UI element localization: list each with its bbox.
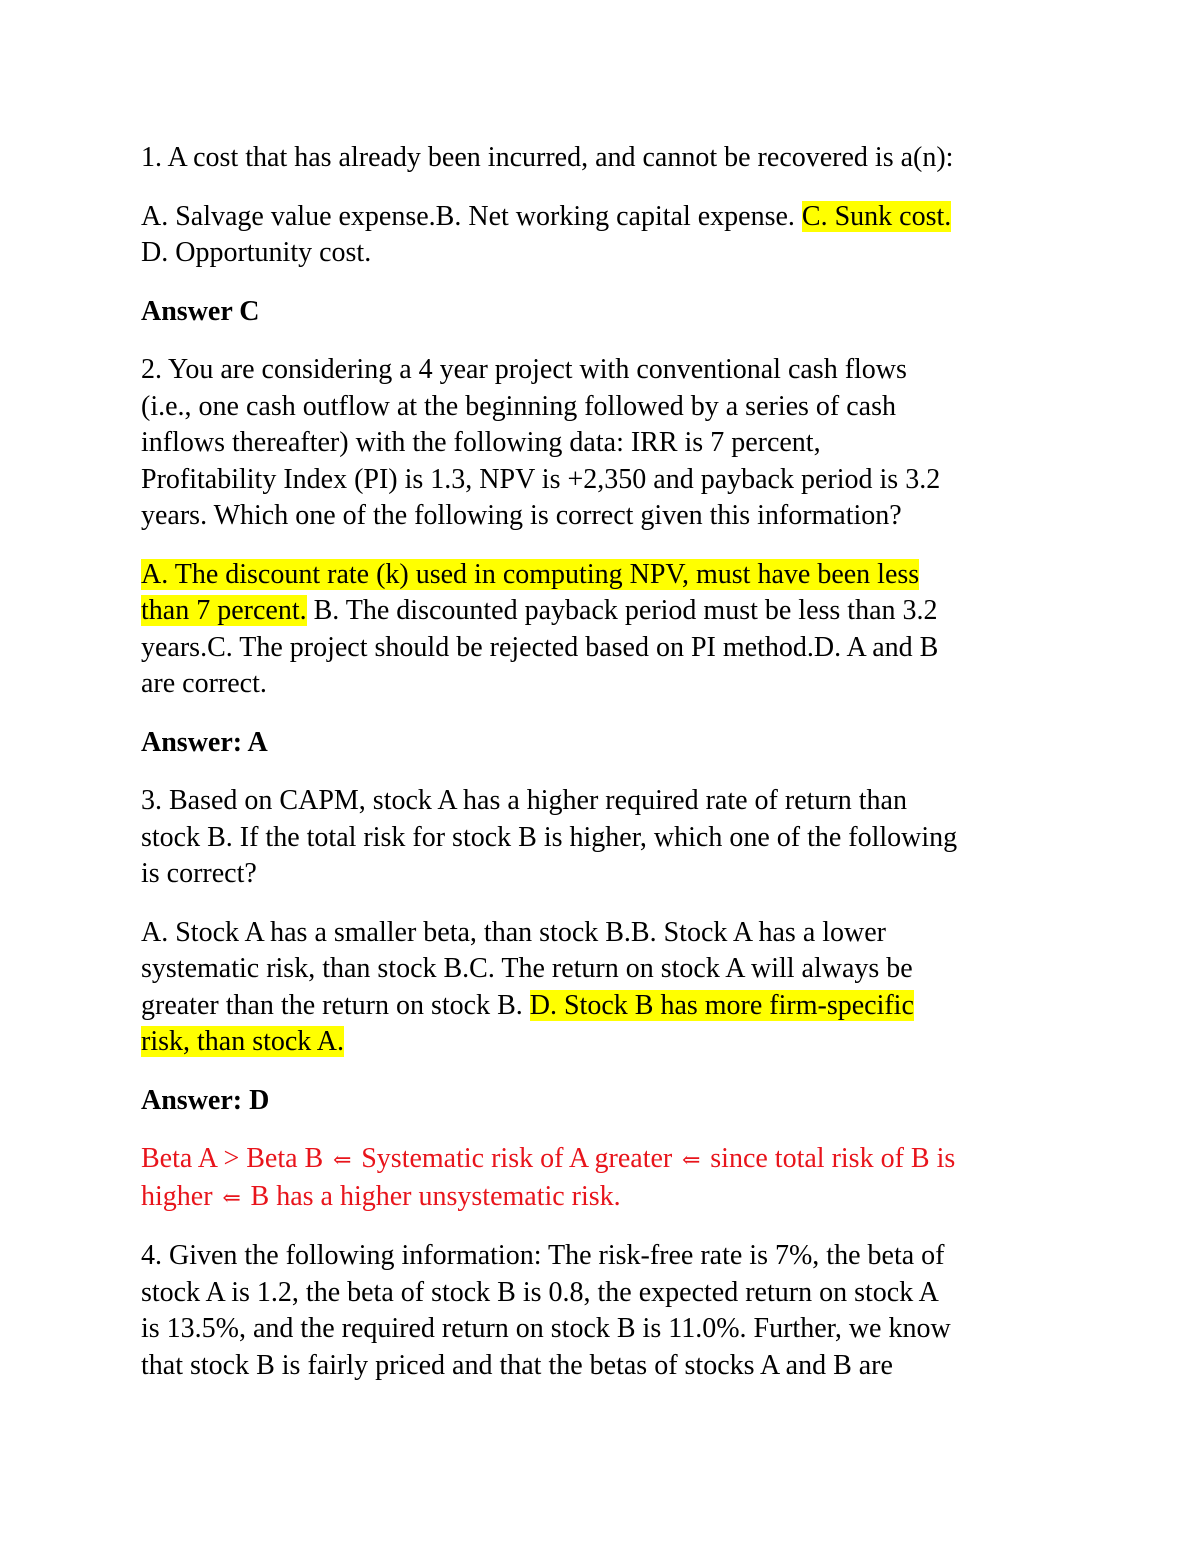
q3-options-line: systematic risk, than stock B.C. The return on stock A will always be: [141, 953, 913, 984]
question-3-line: 3. Based on CAPM, stock A has a higher required rate of return than: [141, 785, 907, 816]
question-4-line: stock A is 1.2, the beta of stock B is 0.8, the expected return on stock A: [141, 1276, 939, 1308]
q2-options-line: years.C. The project should be rejected based on PI method.D. A and B: [141, 631, 939, 663]
question-2-options: [141, 557, 1061, 703]
question-2: [141, 352, 1061, 535]
q3-option-d-highlighted: D. Stock B has more firm-specific: [529, 989, 914, 1021]
question-3-options: [141, 915, 1061, 1061]
explanation-text: Beta A > Beta B: [141, 1143, 331, 1174]
question-2-line: inflows thereafter) with the following data: IRR is 7 percent,: [141, 427, 821, 458]
q2-option-a-highlighted: A. The discount rate (k) used in computing NPV, must have been less: [141, 558, 920, 590]
implies-arrow-icon: ⇐: [682, 1147, 701, 1172]
question-4-line: 4. Given the following information: The risk-free rate is 7%, the beta of: [141, 1240, 945, 1271]
answer-3-explanation: [141, 1141, 1061, 1216]
explanation-text: B has a higher unsystematic risk.: [243, 1180, 621, 1212]
q3-options-line: A. Stock A has a smaller beta, than stock B.B. Stock A has a lower: [141, 916, 887, 948]
question-1-text: 1. A cost that has already been incurred, and cannot be recovered is a(n):: [141, 142, 954, 173]
q1-option-c-highlighted: C. Sunk cost.: [801, 200, 952, 232]
question-2-line: years. Which one of the following is correct given this information?: [141, 500, 902, 531]
explanation-text: Systematic risk of A greater: [354, 1143, 680, 1174]
question-4: [141, 1238, 1061, 1384]
question-2-line: 2. You are considering a 4 year project with conventional cash flows: [141, 354, 907, 385]
q2-option-b: B. The discounted payback period must be less than 3.2: [306, 595, 938, 626]
implies-arrow-icon: ⇐: [333, 1147, 352, 1172]
explanation-text: higher: [141, 1180, 220, 1212]
answer-1: Answer C: [141, 295, 260, 327]
question-2-line: (i.e., one cash outflow at the beginning followed by a series of cash: [141, 390, 897, 422]
question-1-options: [141, 199, 1061, 272]
question-3-line: stock B. If the total risk for stock B is higher, which one of the following: [141, 821, 958, 853]
q2-option-a-highlighted: than 7 percent.: [141, 595, 307, 626]
implies-arrow-icon: ⇐: [222, 1184, 241, 1210]
answer-2: Answer: A: [141, 726, 268, 758]
q3-options-line: greater than the return on stock B.: [141, 989, 530, 1021]
question-3-line: is correct?: [141, 858, 257, 889]
q1-option-a: A. Salvage value expense.: [141, 200, 436, 232]
question-4-line: is 13.5%, and the required return on stock B is 11.0%. Further, we know: [141, 1313, 951, 1344]
question-4-line: that stock B is fairly priced and that the betas of stocks A and B are: [141, 1349, 893, 1381]
q1-option-b: B. Net working capital expense.: [435, 200, 802, 232]
answer-3: Answer: D: [141, 1084, 270, 1116]
question-3: [141, 783, 1061, 893]
question-2-line: Profitability Index (PI) is 1.3, NPV is +2,350 and payback period is 3.2: [141, 463, 941, 495]
explanation-text: since total risk of B is: [703, 1143, 956, 1174]
document-body: [141, 140, 1061, 1406]
q1-option-d: D. Opportunity cost.: [141, 237, 372, 268]
q3-option-d-highlighted: risk, than stock A.: [141, 1026, 344, 1057]
question-1: [141, 140, 1061, 177]
q2-options-line: are correct.: [141, 668, 267, 699]
